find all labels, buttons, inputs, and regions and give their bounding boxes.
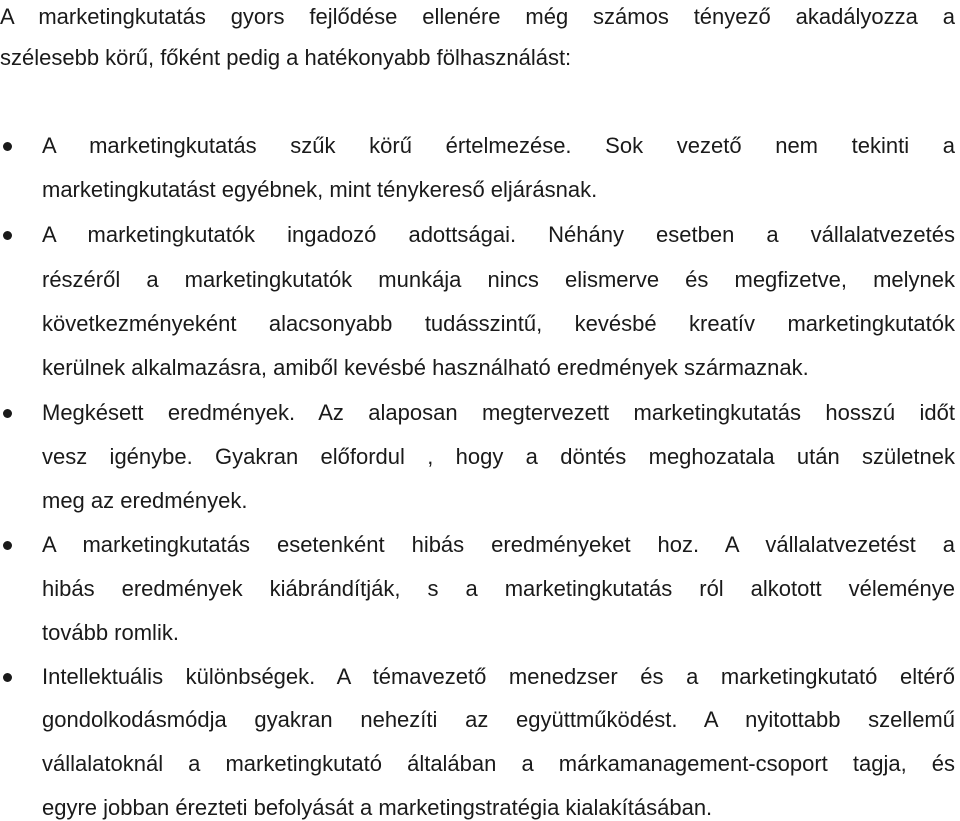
intro-line: szélesebb körű, főként pedig a hatékonyabb fölhasználást: xyxy=(0,45,572,70)
bullet-icon xyxy=(3,142,12,151)
list-item-line: A marketingkutatók ingadozó adottságai. Néhány esetben a vállalatvezetés xyxy=(42,222,955,247)
list-item-line: egyre jobban érezteti befolyását a marketingstratégia kialakításában. xyxy=(42,795,713,820)
list-item-line: hibás eredmények kiábrándítják, s a marketingkutatás ról alkotott véleménye xyxy=(42,576,955,601)
list-item-line: A marketingkutatás esetenként hibás eredményeket hoz. A vállalatvezetést a xyxy=(42,532,955,557)
list-item-line: meg az eredmények. xyxy=(42,488,248,513)
list-item-line: vállalatoknál a marketingkutató általában a márkamanagement-csoport tagja, és xyxy=(42,751,955,776)
list-item-line: Intellektuális különbségek. A témavezető menedzser és a marketingkutató eltérő xyxy=(42,664,955,689)
list-item-line: marketingkutatást egyébnek, mint ténykereső eljárásnak. xyxy=(42,177,598,202)
list-item-line: tovább romlik. xyxy=(42,620,179,645)
list-item-line: Megkésett eredmények. Az alaposan megtervezett marketingkutatás hosszú időt xyxy=(42,400,955,425)
intro-line: A marketingkutatás gyors fejlődése ellenére még számos tényező akadályozza a xyxy=(0,4,955,29)
list-item-line: A marketingkutatás szűk körű értelmezése. Sok vezető nem tekinti a xyxy=(42,133,955,158)
list-item-line: következményeként alacsonyabb tudásszintű, kevésbé kreatív marketingkutatók xyxy=(42,311,955,336)
list-item-line: gondolkodásmódja gyakran nehezíti az együttműködést. A nyitottabb szellemű xyxy=(42,707,955,732)
bullet-icon xyxy=(3,409,12,418)
list-item-line: részéről a marketingkutatók munkája nincs elismerve és megfizetve, melynek xyxy=(42,267,955,292)
bullet-icon xyxy=(3,673,12,682)
list-item-line: kerülnek alkalmazásra, amiből kevésbé használható eredmények származnak. xyxy=(42,355,809,380)
bullet-icon xyxy=(3,541,12,550)
bullet-icon xyxy=(3,231,12,240)
list-item-line: vesz igénybe. Gyakran előfordul , hogy a döntés meghozatala után születnek xyxy=(42,444,955,469)
